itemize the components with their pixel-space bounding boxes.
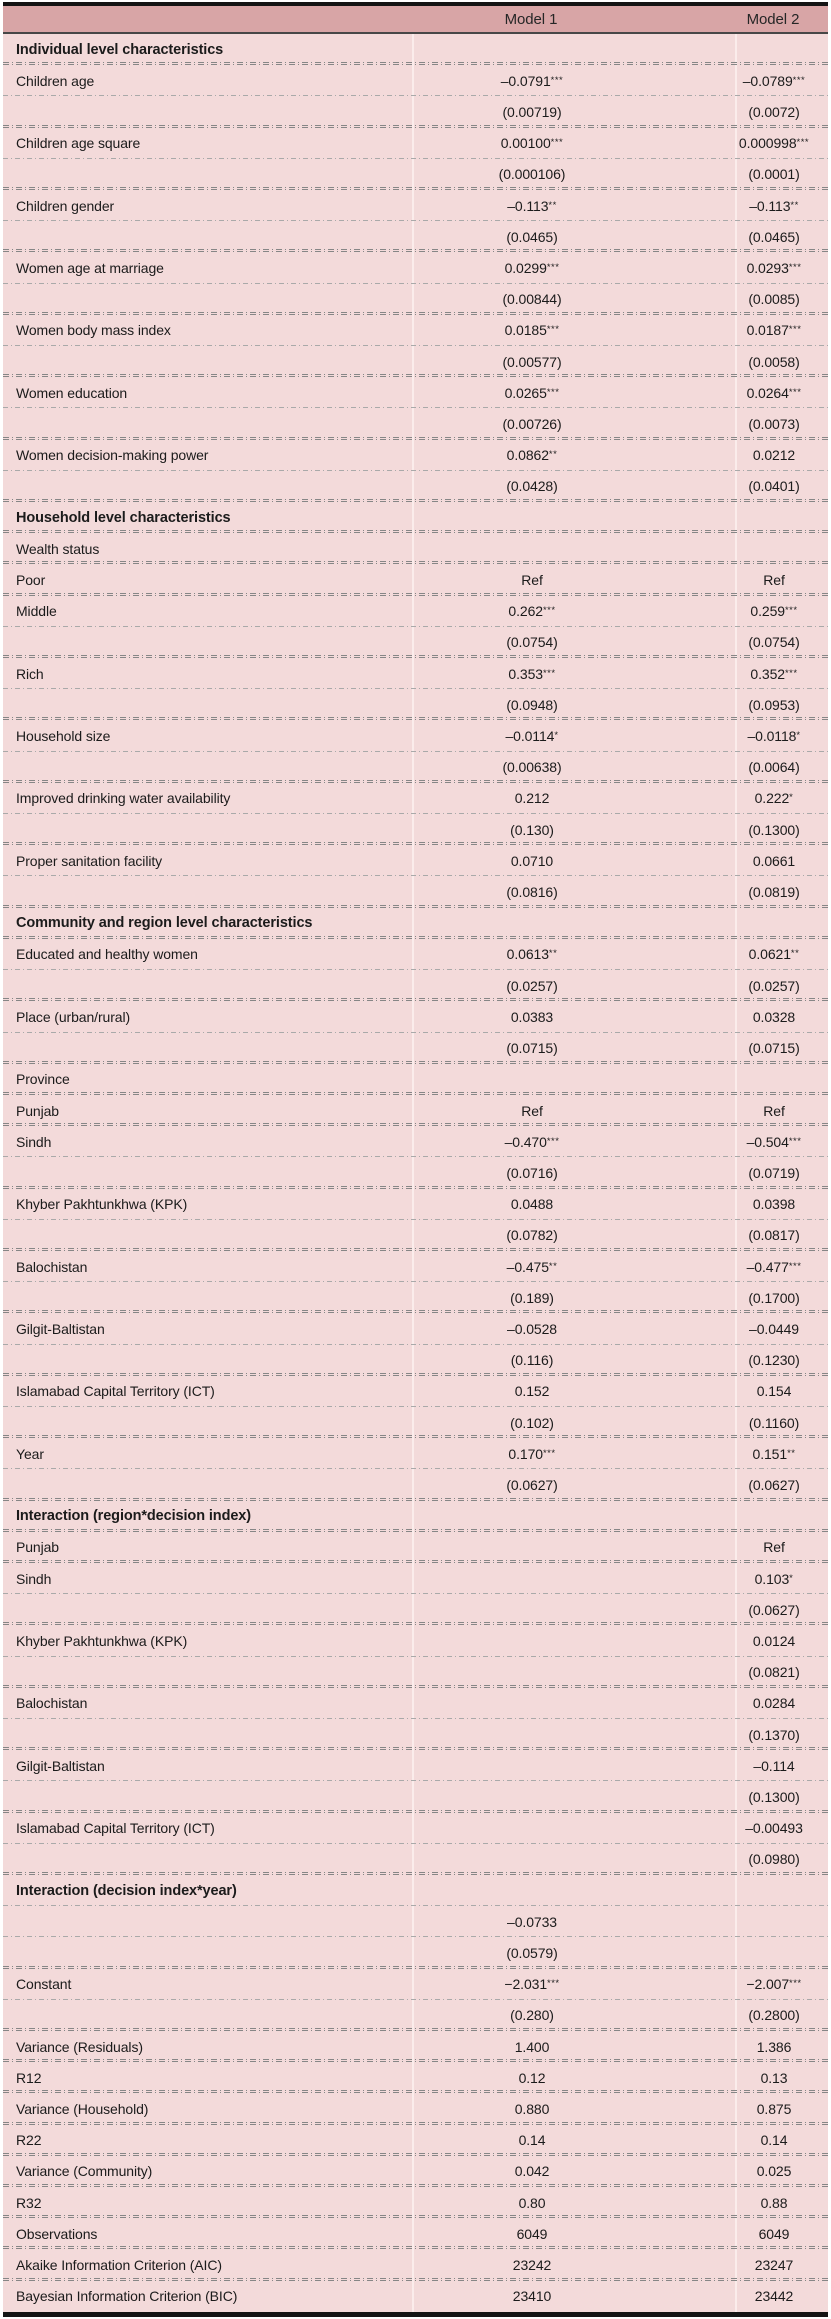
table-row [3, 752, 828, 783]
row-label: Wealth status [16, 540, 100, 557]
model2-value: 0.0284 [735, 1688, 828, 1719]
model1-value: (0.000106) [412, 159, 735, 190]
table-row [3, 221, 828, 252]
section-header-row [3, 908, 828, 939]
table-row [3, 1563, 828, 1594]
row-label [3, 159, 412, 190]
row-label: Khyber Pakhtunkhwa (KPK) [16, 1632, 188, 1649]
row-label: Women education [16, 384, 128, 401]
row-label: Variance (Household) [16, 2101, 149, 2117]
model2-value: 0.000998 *** [735, 128, 828, 159]
model2-value: –0.504 *** [735, 1126, 828, 1157]
row-label: Household size [16, 728, 111, 745]
row-label: Sindh [16, 1133, 52, 1150]
model2-value: 0.352 *** [735, 658, 828, 689]
table-row [3, 346, 828, 377]
table-row [3, 1189, 828, 1220]
model2-value: (0.1370) [735, 1719, 828, 1750]
row-label: Balochistan [16, 1258, 88, 1275]
table-row [3, 1657, 828, 1688]
row-label: Akaike Information Criterion (AIC) [16, 2257, 222, 2274]
row-label [3, 1781, 412, 1812]
table-row [3, 1095, 828, 1126]
model1-value: 0.262 *** [412, 596, 735, 627]
table-row [3, 1407, 828, 1438]
model2-value: (0.0819) [735, 876, 828, 907]
table-row [3, 96, 828, 127]
table-row [3, 2125, 828, 2156]
row-label [3, 627, 412, 658]
row-label: Women decision-making power [16, 447, 209, 464]
model2-value: (0.0085) [735, 284, 828, 315]
row-label [3, 408, 412, 439]
row-label: Islamabad Capital Territory (ICT) [16, 1820, 215, 1837]
model1-value: 0.0862 ** [412, 440, 735, 471]
model1-value: (0.0465) [412, 221, 735, 252]
model1-value [412, 1501, 735, 1532]
regression-results-table [3, 2, 828, 2317]
model2-value: (0.0465) [735, 221, 828, 252]
model2-value: 0.0187 *** [735, 315, 828, 346]
table-row [3, 2093, 828, 2124]
model2-value: 0.14 [735, 2125, 828, 2156]
table-row [3, 1813, 828, 1844]
table-row [3, 1282, 828, 1313]
model1-value: (0.0948) [412, 689, 735, 720]
model2-value: 0.0661 [735, 845, 828, 876]
table-row [3, 190, 828, 221]
table-row [3, 2281, 828, 2312]
model1-value [412, 1064, 735, 1095]
model1-value [412, 1563, 735, 1594]
model1-value: (0.00577) [412, 346, 735, 377]
model1-value: (0.0257) [412, 970, 735, 1001]
model1-value [412, 1657, 735, 1688]
row-label [3, 970, 412, 1001]
row-label: Balochistan [16, 1695, 88, 1712]
model1-value [412, 1719, 735, 1750]
model1-value [412, 1844, 735, 1875]
table-row [3, 1969, 828, 2000]
table-row [3, 1157, 828, 1188]
model1-value [412, 34, 735, 65]
table-row [3, 939, 828, 970]
column-header-model2: Model 2 [746, 10, 800, 28]
section-title: Interaction (decision index*year) [16, 1882, 237, 1899]
row-label: Gilgit-Baltistan [16, 1320, 105, 1337]
row-label: Province [16, 1071, 70, 1088]
row-label [3, 1033, 412, 1064]
model1-value: (0.116) [412, 1345, 735, 1376]
model1-value [412, 1875, 735, 1906]
table-row [3, 2156, 828, 2187]
row-label [3, 1469, 412, 1500]
model2-value: –0.0789 *** [735, 65, 828, 96]
model2-value: (0.1700) [735, 1282, 828, 1313]
table-row [3, 689, 828, 720]
row-label [3, 1407, 412, 1438]
model1-value: (0.00726) [412, 408, 735, 439]
row-label: R22 [16, 2132, 42, 2149]
table-row [3, 564, 828, 595]
model1-value: (0.0627) [412, 1469, 735, 1500]
model1-value: 0.00100 *** [412, 128, 735, 159]
model2-value [735, 1064, 828, 1095]
row-label: Rich [16, 665, 44, 682]
table-row [3, 1033, 828, 1064]
model1-value: 0.0299 *** [412, 252, 735, 283]
row-label [3, 1220, 412, 1251]
model1-value: Ref [412, 1095, 735, 1126]
model2-value [735, 1937, 828, 1968]
row-label: Khyber Pakhtunkhwa (KPK) [16, 1196, 188, 1213]
row-label [3, 1844, 412, 1875]
model2-value: Ref [735, 1532, 828, 1563]
column-header-model1: Model 1 [504, 10, 558, 28]
table-row [3, 2249, 828, 2280]
row-label [3, 1345, 412, 1376]
model2-value: (0.0064) [735, 752, 828, 783]
table-row [3, 1750, 828, 1781]
table-row [3, 408, 828, 439]
model1-value: 0.880 [412, 2093, 735, 2124]
table-row [3, 596, 828, 627]
table-row [3, 1064, 828, 1095]
model1-value: (0.0428) [412, 471, 735, 502]
model2-value: (0.0821) [735, 1657, 828, 1688]
table-row [3, 533, 828, 564]
model1-value: 0.12 [412, 2062, 735, 2093]
table-row [3, 1251, 828, 1282]
model1-value: 0.0185 *** [412, 315, 735, 346]
model2-value: 0.0293 *** [735, 252, 828, 283]
row-label [3, 752, 412, 783]
model1-value: (0.0782) [412, 1220, 735, 1251]
row-label [3, 1157, 412, 1188]
table-row [3, 783, 828, 814]
model1-value: Ref [412, 564, 735, 595]
model1-value: (0.130) [412, 814, 735, 845]
model2-value: 0.0124 [735, 1625, 828, 1656]
table-row [3, 2062, 828, 2093]
row-label: Children age [16, 72, 95, 89]
model2-value: (0.0715) [735, 1033, 828, 1064]
model2-value: (0.0627) [735, 1594, 828, 1625]
row-label: Punjab [16, 1102, 59, 1119]
table-row [3, 1937, 828, 1968]
row-label: Constant [16, 1976, 72, 1993]
row-label: R12 [16, 2069, 42, 2086]
model1-value: 0.0613 ** [412, 939, 735, 970]
row-label: Proper sanitation facility [16, 852, 163, 869]
model2-value [735, 533, 828, 564]
table-header-row [3, 6, 828, 34]
model1-value: 0.80 [412, 2187, 735, 2218]
row-label [3, 471, 412, 502]
model1-value: −2.031 *** [412, 1969, 735, 2000]
section-header-row [3, 502, 828, 533]
model1-value: (0.0579) [412, 1937, 735, 1968]
model1-value: –0.0114 * [412, 720, 735, 751]
model2-value: (0.2800) [735, 2000, 828, 2031]
model2-value: Ref [735, 564, 828, 595]
table-row [3, 159, 828, 190]
table-row [3, 1781, 828, 1812]
model1-value: (0.00719) [412, 96, 735, 127]
table-row [3, 1001, 828, 1032]
model1-value: 0.0265 *** [412, 377, 735, 408]
row-label [3, 876, 412, 907]
table-row [3, 1376, 828, 1407]
section-header-row [3, 1875, 828, 1906]
table-row [3, 284, 828, 315]
model1-value: 0.0488 [412, 1189, 735, 1220]
model1-value [412, 1781, 735, 1812]
header-empty-cell [3, 6, 412, 32]
model2-value [735, 908, 828, 939]
model2-value: (0.0401) [735, 471, 828, 502]
model1-value [412, 1688, 735, 1719]
model2-value: (0.1300) [735, 1781, 828, 1812]
section-title: Interaction (region*decision index) [16, 1508, 251, 1525]
model2-value: –0.113 ** [735, 190, 828, 221]
model2-value: –0.477 *** [735, 1251, 828, 1282]
model2-value [735, 502, 828, 533]
model1-value: 0.0383 [412, 1001, 735, 1032]
model2-value: 0.222 * [735, 783, 828, 814]
table-row [3, 2000, 828, 2031]
table-row [3, 1688, 828, 1719]
model2-value: (0.1160) [735, 1407, 828, 1438]
section-header-row [3, 1501, 828, 1532]
model2-value: 0.875 [735, 2093, 828, 2124]
model2-value [735, 1906, 828, 1937]
table-row [3, 1906, 828, 1937]
row-label: Place (urban/rural) [16, 1008, 131, 1025]
row-label [3, 1937, 412, 1968]
model2-value: 23442 [735, 2281, 828, 2312]
section-title: Household level characteristics [16, 509, 231, 526]
model1-value: 1.400 [412, 2031, 735, 2062]
model1-value [412, 502, 735, 533]
section-title: Individual level characteristics [16, 41, 224, 58]
model2-value: (0.1300) [735, 814, 828, 845]
row-label: Children age square [16, 135, 141, 152]
model2-value: –0.00493 [735, 1813, 828, 1844]
row-label [3, 689, 412, 720]
model2-value: 0.103 * [735, 1563, 828, 1594]
model2-value: 1.386 [735, 2031, 828, 2062]
row-label [3, 284, 412, 315]
table-row [3, 720, 828, 751]
table-row [3, 471, 828, 502]
row-label [3, 1719, 412, 1750]
model2-value: (0.0001) [735, 159, 828, 190]
row-label: Improved drinking water availability [16, 790, 231, 807]
model1-value: 0.042 [412, 2156, 735, 2187]
table-row [3, 1469, 828, 1500]
model1-value: –0.0733 [412, 1906, 735, 1937]
model1-value: –0.0791 *** [412, 65, 735, 96]
model1-value: (0.0716) [412, 1157, 735, 1188]
model1-value: 23410 [412, 2281, 735, 2312]
table-row [3, 1625, 828, 1656]
table-row [3, 970, 828, 1001]
row-label [3, 346, 412, 377]
row-label: Punjab [16, 1539, 59, 1556]
table-body [3, 34, 828, 2312]
model1-value: 6049 [412, 2218, 735, 2249]
model1-value [412, 908, 735, 939]
table-row [3, 1345, 828, 1376]
model2-value: 0.0328 [735, 1001, 828, 1032]
table-row [3, 65, 828, 96]
table-row [3, 845, 828, 876]
row-label [3, 1906, 412, 1937]
model2-value: 23247 [735, 2249, 828, 2280]
row-label: Bayesian Information Criterion (BIC) [16, 2288, 238, 2305]
row-label: Variance (Community) [16, 2163, 153, 2180]
model1-value: (0.280) [412, 2000, 735, 2031]
model1-value: (0.00844) [412, 284, 735, 315]
model2-value: 6049 [735, 2218, 828, 2249]
table-row [3, 1438, 828, 1469]
model1-value [412, 1750, 735, 1781]
row-label: Observations [16, 2225, 98, 2242]
model2-value: (0.0072) [735, 96, 828, 127]
table-row [3, 2031, 828, 2062]
row-label [3, 221, 412, 252]
table-row [3, 2218, 828, 2249]
row-label: Variance (Residuals) [16, 2038, 143, 2055]
model2-value: 0.88 [735, 2187, 828, 2218]
row-label [3, 1282, 412, 1313]
row-label: Sindh [16, 1570, 52, 1587]
model2-value: 0.154 [735, 1376, 828, 1407]
model2-value: (0.1230) [735, 1345, 828, 1376]
table-row [3, 1313, 828, 1344]
model1-value [412, 1625, 735, 1656]
row-label: Women age at marriage [16, 260, 164, 277]
model1-value: 0.212 [412, 783, 735, 814]
model2-value [735, 34, 828, 65]
table-row [3, 1532, 828, 1563]
model1-value: 0.14 [412, 2125, 735, 2156]
model1-value: (0.0715) [412, 1033, 735, 1064]
model2-value [735, 1875, 828, 1906]
row-label: Islamabad Capital Territory (ICT) [16, 1383, 215, 1400]
model1-value: 23242 [412, 2249, 735, 2280]
model1-value [412, 1532, 735, 1563]
model1-value: 0.353 *** [412, 658, 735, 689]
model1-value: –0.0528 [412, 1313, 735, 1344]
table-row [3, 658, 828, 689]
model2-value: (0.0058) [735, 346, 828, 377]
row-label [3, 1657, 412, 1688]
model1-value [412, 533, 735, 564]
model2-value: 0.259 *** [735, 596, 828, 627]
model2-value: (0.0719) [735, 1157, 828, 1188]
model2-value: 0.0212 [735, 440, 828, 471]
model1-value [412, 1594, 735, 1625]
table-row [3, 1126, 828, 1157]
model1-value: 0.0710 [412, 845, 735, 876]
table-row [3, 814, 828, 845]
section-title: Community and region level characteristics [16, 915, 313, 932]
table-row [3, 627, 828, 658]
model2-value: –0.114 [735, 1750, 828, 1781]
row-label [3, 2000, 412, 2031]
model1-value: 0.170 *** [412, 1438, 735, 1469]
model2-value: −2.007 *** [735, 1969, 828, 2000]
table-row [3, 1220, 828, 1251]
row-label: Poor [16, 572, 46, 589]
row-label: R32 [16, 2194, 42, 2211]
table-row [3, 1844, 828, 1875]
row-label: Middle [16, 603, 57, 620]
model2-value: (0.0073) [735, 408, 828, 439]
section-header-row [3, 34, 828, 65]
model2-value: (0.0257) [735, 970, 828, 1001]
model1-value: (0.00638) [412, 752, 735, 783]
model2-value: 0.0264 *** [735, 377, 828, 408]
model1-value: 0.152 [412, 1376, 735, 1407]
model1-value: (0.0754) [412, 627, 735, 658]
model2-value: (0.0754) [735, 627, 828, 658]
table-row [3, 440, 828, 471]
model2-value: –0.0449 [735, 1313, 828, 1344]
model2-value: 0.0398 [735, 1189, 828, 1220]
table-row [3, 1594, 828, 1625]
model1-value: –0.475 ** [412, 1251, 735, 1282]
model2-value: (0.0817) [735, 1220, 828, 1251]
table-row [3, 876, 828, 907]
model2-value: (0.0953) [735, 689, 828, 720]
table-row [3, 315, 828, 346]
row-label: Children gender [16, 197, 115, 214]
model2-value: (0.0627) [735, 1469, 828, 1500]
model1-value: (0.0816) [412, 876, 735, 907]
model2-value: 0.0621 ** [735, 939, 828, 970]
model1-value: (0.102) [412, 1407, 735, 1438]
model2-value: 0.025 [735, 2156, 828, 2187]
model2-value: (0.0980) [735, 1844, 828, 1875]
row-label: Women body mass index [16, 322, 171, 339]
table-row [3, 128, 828, 159]
model2-value: Ref [735, 1095, 828, 1126]
model2-value: 0.151 ** [735, 1438, 828, 1469]
row-label: Year [16, 1445, 44, 1462]
table-row [3, 2187, 828, 2218]
row-label [3, 814, 412, 845]
model2-value: –0.0118 * [735, 720, 828, 751]
model2-value: 0.13 [735, 2062, 828, 2093]
row-label [3, 1594, 412, 1625]
table-row [3, 377, 828, 408]
model1-value: –0.113 ** [412, 190, 735, 221]
model1-value: (0.189) [412, 1282, 735, 1313]
table-row [3, 252, 828, 283]
row-label: Gilgit-Baltistan [16, 1757, 105, 1774]
table-row [3, 1719, 828, 1750]
model1-value [412, 1813, 735, 1844]
row-label [3, 96, 412, 127]
model1-value: –0.470 *** [412, 1126, 735, 1157]
row-label: Educated and healthy women [16, 946, 198, 963]
model2-value [735, 1501, 828, 1532]
